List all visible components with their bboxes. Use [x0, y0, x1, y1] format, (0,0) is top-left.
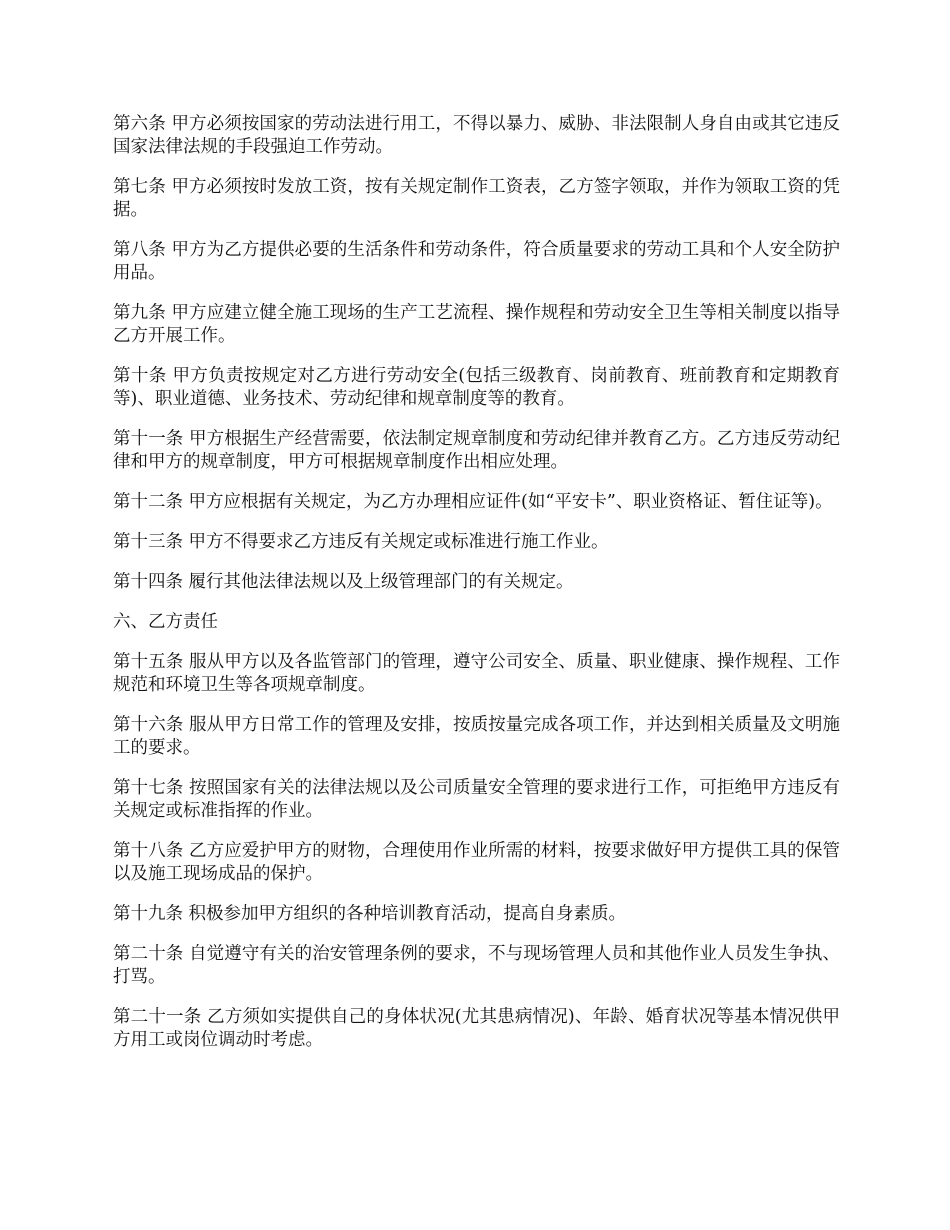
clause-19: 第十九条 积极参加甲方组织的各种培训教育活动，提高自身素质。: [113, 904, 627, 924]
clause-13: 第十三条 甲方不得要求乙方违反有关规定或标准进行施工作业。: [113, 532, 609, 552]
clause-11: 第十一条 甲方根据生产经营需要，依法制定规章制度和劳动纪律并教育乙方。乙方违反劳动纪律和甲方的规章制度，甲方可根据规章制度作出相应处理。: [113, 429, 840, 472]
clause-9: 第九条 甲方应建立健全施工现场的生产工艺流程、操作规程和劳动安全卫生等相关制度以指导乙方开展工作。: [113, 303, 840, 346]
document-body: [113, 113, 840, 1069]
clause-7: 第七条 甲方必须按时发放工资，按有关规定制作工资表，乙方签字领取，并作为领取工资的凭据。: [113, 177, 840, 220]
clause-21: 第二十一条 乙方须如实提供自己的身体状况(尤其患病情况)、年龄、婚育状况等基本情况供甲方用工或岗位调动时考虑。: [113, 1007, 840, 1050]
clause-6: 第六条 甲方必须按国家的劳动法进行用工，不得以暴力、威胁、非法限制人身自由或其它违反国家法律法规的手段强迫工作劳动。: [113, 114, 840, 157]
clause-20: 第二十条 自觉遵守有关的治安管理条例的要求，不与现场管理人员和其他作业人员发生争执、打骂。: [113, 944, 840, 987]
clause-10: 第十条 甲方负责按规定对乙方进行劳动安全(包括三级教育、岗前教育、班前教育和定期教育等)、职业道德、业务技术、劳动纪律和规章制度等的教育。: [113, 366, 840, 409]
clause-14: 第十四条 履行其他法律法规以及上级管理部门的有关规定。: [113, 572, 574, 592]
section-heading: 六、乙方责任: [113, 612, 218, 632]
clause-12: 第十二条 甲方应根据有关规定，为乙方办理相应证件(如“平安卡”、职业资格证、暂住证等)。: [113, 492, 833, 512]
clause-8: 第八条 甲方为乙方提供必要的生活条件和劳动条件，符合质量要求的劳动工具和个人安全防护用品。: [113, 240, 840, 283]
clause-16: 第十六条 服从甲方日常工作的管理及安排，按质按量完成各项工作，并达到相关质量及文明施工的要求。: [113, 715, 840, 758]
clause-18: 第十八条 乙方应爱护甲方的财物，合理使用作业所需的材料，按要求做好甲方提供工具的保管以及施工现场成品的保护。: [113, 841, 840, 884]
clause-15: 第十五条 服从甲方以及各监管部门的管理，遵守公司安全、质量、职业健康、操作规程、工作规范和环境卫生等各项规章制度。: [113, 652, 840, 695]
clause-17: 第十七条 按照国家有关的法律法规以及公司质量安全管理的要求进行工作，可拒绝甲方违反有关规定或标准指挥的作业。: [113, 778, 840, 821]
